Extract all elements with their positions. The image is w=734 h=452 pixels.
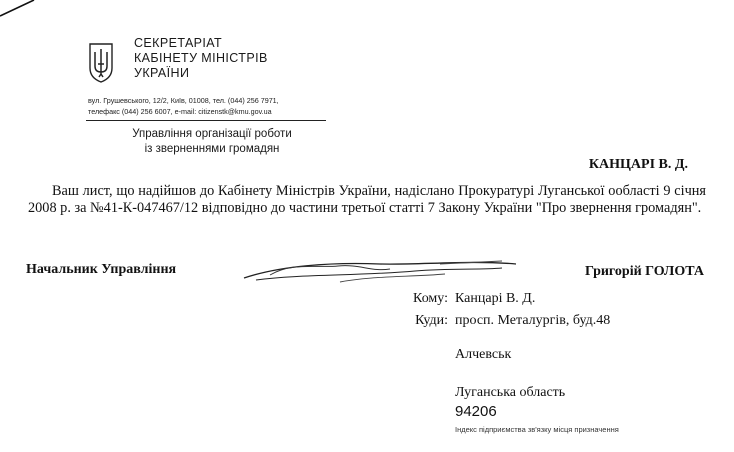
department-line: Управління організації роботи [132, 128, 292, 140]
trident-emblem-icon [86, 40, 116, 84]
where-label: Куди: [415, 313, 448, 328]
org-line: УКРАЇНИ [134, 66, 190, 80]
to-label: Кому: [413, 291, 448, 306]
address-line: телефакс (044) 256 6007, e-mail: citizenstk@kmu.gov.ua [88, 107, 272, 116]
department-name [112, 127, 312, 157]
letter-body: Ваш лист, що надійшов до Кабінету Міністрів України, надіслано Прокуратурі Луганської ообласті 9 січня 2008 р. за №41-К-047467/12 відповідно до частини третьої статті 7 Закону України "Про звернення громадян". [28, 183, 706, 216]
org-line: СЕКРЕТАРІАТ [134, 36, 223, 50]
organization-name [134, 36, 268, 81]
signatory-title: Начальник Управління [26, 262, 177, 277]
postcode: 94206 [455, 403, 497, 420]
signatory-name: Григорій ГОЛОТА [585, 264, 704, 279]
letterhead-address [88, 95, 279, 117]
org-line: КАБІНЕТУ МІНІСТРІВ [134, 51, 268, 65]
letterhead-divider [86, 120, 326, 121]
street-address: просп. Металургів, буд.48 [455, 313, 611, 328]
region: Луганська область [455, 385, 566, 400]
corner-mark [0, 0, 40, 20]
department-line: із зверненнями громадян [144, 143, 280, 155]
recipient-header: КАНЦАРІ В. Д. [588, 157, 688, 172]
city: Алчевськ [455, 347, 512, 362]
to-value: Канцарі В. Д. [455, 291, 536, 306]
postcode-caption: Індекс підприємства зв'язку місця призначення [455, 425, 619, 434]
handwritten-signature [240, 252, 525, 286]
address-line: вул. Грушевського, 12/2, Київ, 01008, тел. (044) 256 7971, [88, 96, 279, 105]
